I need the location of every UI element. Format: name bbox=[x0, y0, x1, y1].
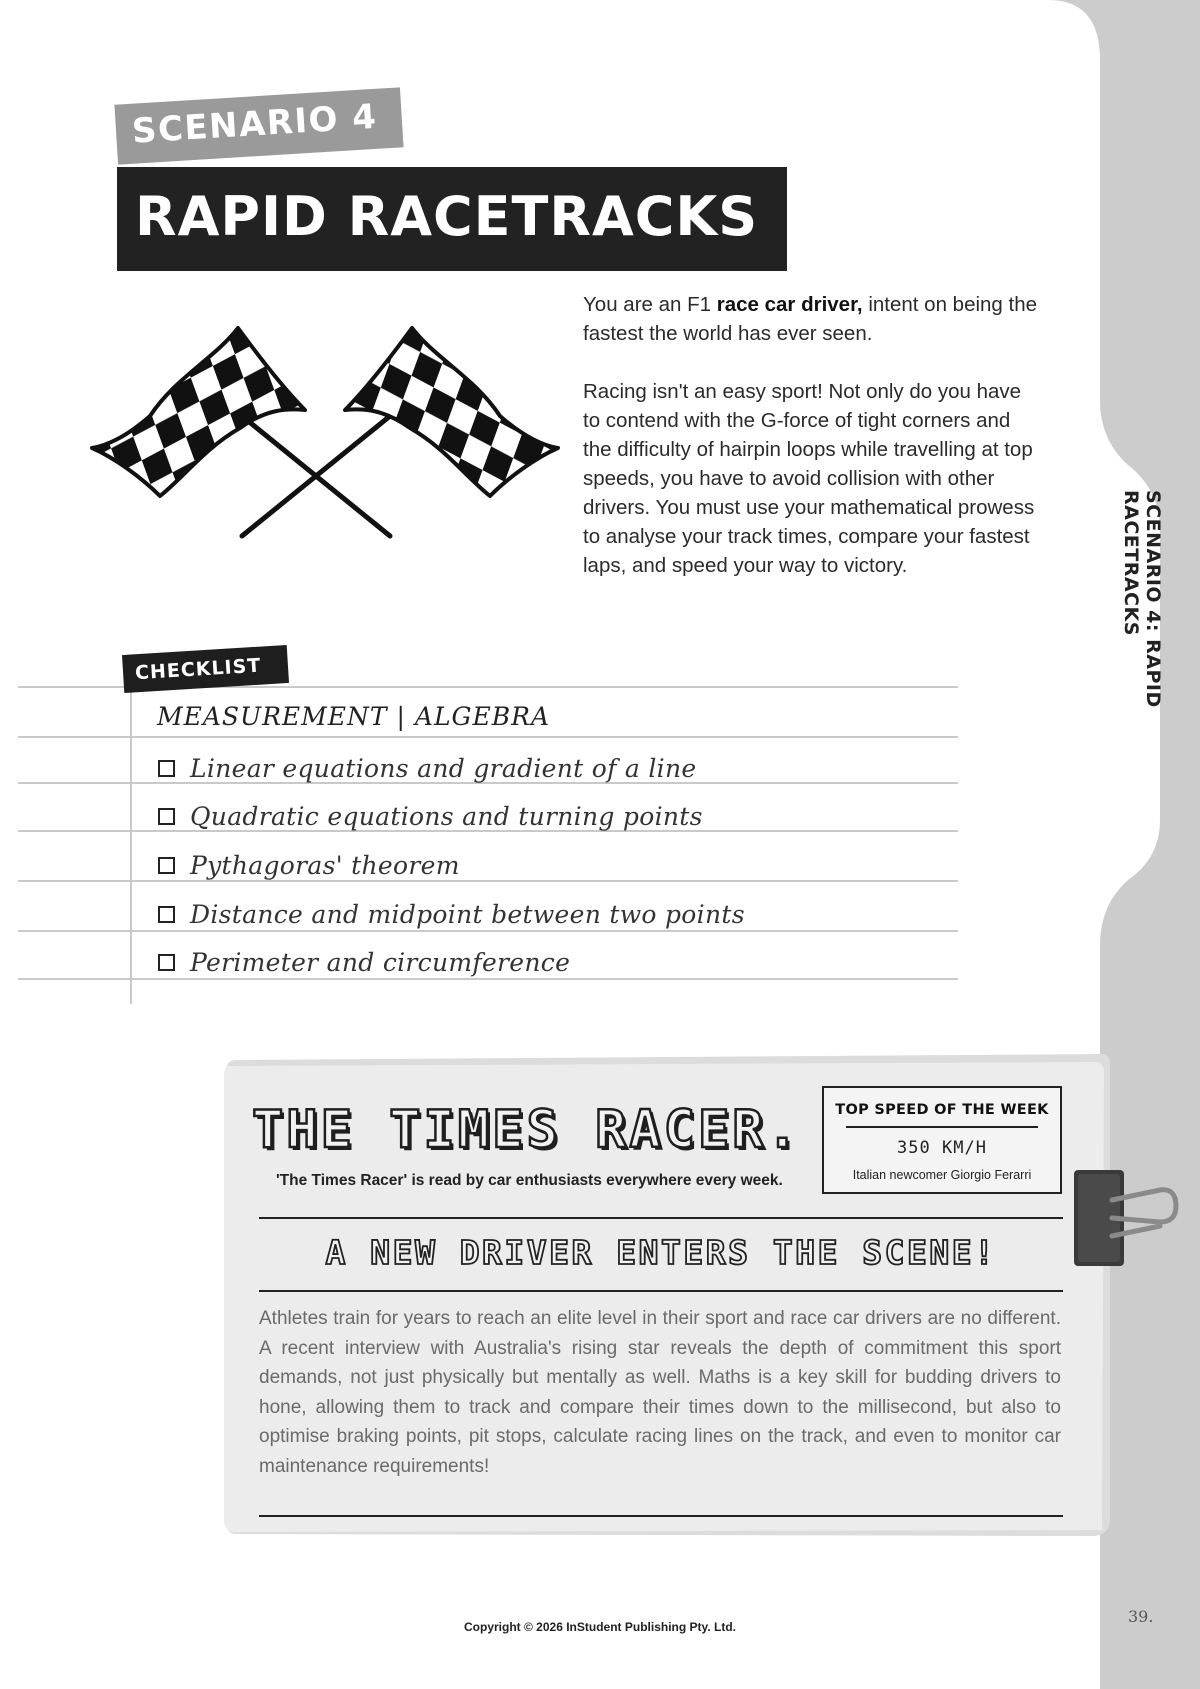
title-bar bbox=[117, 167, 787, 271]
checklist-item[interactable] bbox=[158, 894, 745, 934]
headline-rule-bottom bbox=[259, 1290, 1063, 1292]
headline-rule-top bbox=[259, 1217, 1063, 1219]
intro-bold-phrase: race car driver, bbox=[716, 293, 863, 316]
checklist-rule bbox=[18, 736, 958, 738]
intro-text bbox=[583, 290, 1043, 609]
top-speed-box bbox=[822, 1086, 1062, 1194]
checklist-heading: MEASUREMENT | ALGEBRA bbox=[157, 702, 551, 731]
checklist-item[interactable] bbox=[158, 748, 696, 788]
copyright-notice: Copyright © 2026 InStudent Publishing Pty. Ltd. bbox=[464, 1620, 736, 1634]
newspaper-headline: A NEW DRIVER ENTERS THE SCENE! bbox=[325, 1233, 997, 1272]
checkbox-icon[interactable] bbox=[158, 954, 175, 971]
checklist-tag-label: CHECKLIST bbox=[134, 654, 262, 685]
checklist-item-label: Distance and midpoint between two points bbox=[190, 899, 745, 929]
top-speed-heading: TOP SPEED OF THE WEEK bbox=[835, 1102, 1049, 1118]
article-rule-bottom bbox=[259, 1515, 1063, 1517]
top-speed-note: Italian newcomer Giorgio Ferarri bbox=[852, 1168, 1032, 1182]
checklist-item-label: Perimeter and circumference bbox=[190, 947, 571, 977]
checklist-item-label: Quadratic equations and turning points bbox=[190, 801, 703, 831]
checklist-item[interactable] bbox=[158, 796, 703, 836]
intro-paragraph-2: Racing isn't an easy sport! Not only do you have to contend with the G-force of tight corners and the difficulty of hairpin loops while travelling at top speeds, you have to avoid collision with other drivers. You must use your mathematical prowess to analyse your track times, compare your fastest laps, and speed your way to victory. bbox=[583, 380, 1035, 577]
checklist-item[interactable] bbox=[158, 845, 460, 885]
page-number: 39. bbox=[1128, 1607, 1154, 1626]
checkbox-icon[interactable] bbox=[158, 857, 175, 874]
checklist-margin-line bbox=[130, 686, 132, 1004]
top-speed-divider bbox=[846, 1126, 1038, 1128]
intro-paragraph-1: You are an F1 race car driver, intent on being the fastest the world has ever seen. bbox=[583, 293, 1038, 345]
page-title: RAPID RACETRACKS bbox=[135, 185, 759, 248]
checkbox-icon[interactable] bbox=[158, 760, 175, 777]
side-tab-label: SCENARIO 4: RAPID RACETRACKS bbox=[1120, 490, 1164, 708]
newspaper-tagline: 'The Times Racer' is read by car enthusiasts everywhere every week. bbox=[276, 1172, 783, 1189]
scenario-label: SCENARIO 4 bbox=[130, 96, 379, 152]
binder-clip-icon bbox=[1068, 1162, 1180, 1272]
checkered-flags-icon bbox=[90, 318, 560, 548]
checklist-item-label: Pythagoras' theorem bbox=[190, 850, 460, 880]
newspaper-article: Athletes train for years to reach an elite level in their sport and race car drivers are no different. A recent interview with Australia's rising star reveals the depth of commitment this sport demands, not just physically but mentally as well. Maths is a key skill for budding drivers to hone, allowing them to track and compare their times down to the millisecond, but also to optimise braking points, pit stops, calculate racing lines on the track, and even to monitor car maintenance requirements! bbox=[259, 1308, 1061, 1477]
checklist-item-label: Linear equations and gradient of a line bbox=[190, 753, 697, 783]
checklist-item[interactable] bbox=[158, 942, 570, 982]
checkbox-icon[interactable] bbox=[158, 808, 175, 825]
checkbox-icon[interactable] bbox=[158, 906, 175, 923]
top-speed-value: 350 KM/H bbox=[897, 1138, 987, 1158]
newspaper-masthead: THE TIMES RACER. bbox=[252, 1100, 801, 1160]
